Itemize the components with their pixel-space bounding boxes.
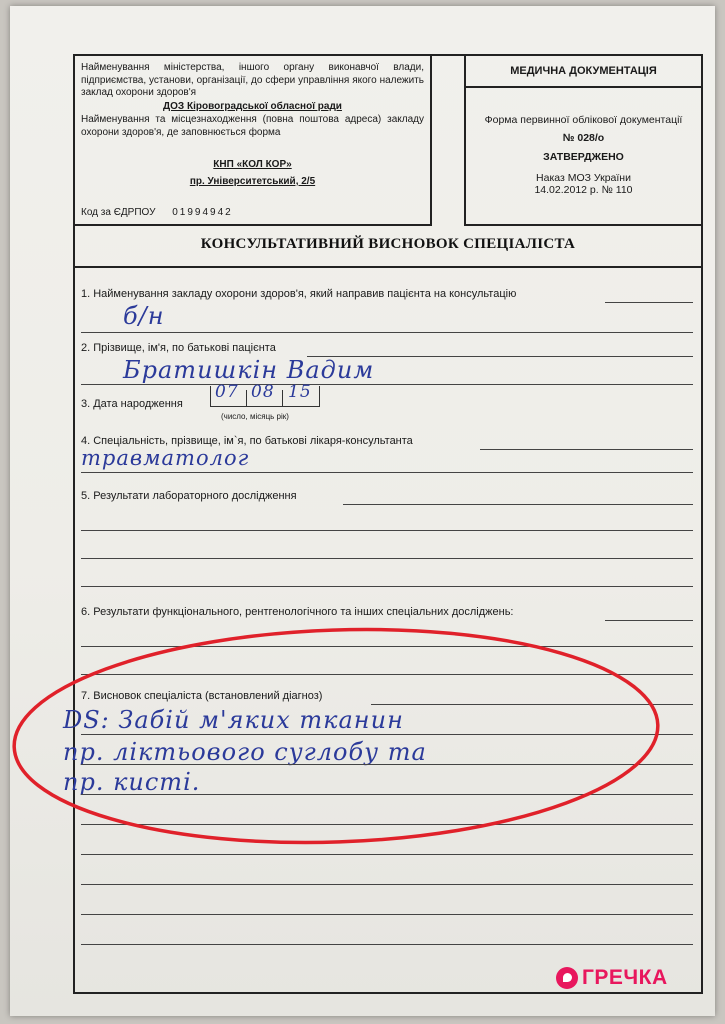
approved-label: ЗАТВЕРДЖЕНО (543, 151, 624, 163)
med-doc-label: МЕДИЧНА ДОКУМЕНТАЦІЯ (466, 56, 701, 88)
field-1-label: 1. Найменування закладу охорони здоров'я, який направив пацієнта на консультацію (81, 288, 517, 300)
birth-day: 07 (215, 382, 239, 402)
order-label: Наказ МОЗ України (536, 172, 631, 184)
field-2-value: Братишкін Вадим (123, 356, 375, 384)
field-4-label: 4. Спеціальність, прізвище, ім`я, по батькові лікаря-консультанта (81, 435, 413, 447)
ministry-value: ДОЗ Кіровоградської обласної ради (163, 101, 342, 112)
field-6-label: 6. Результати функціонального, рентгенологічного та інших спеціальних досліджень: (81, 606, 514, 618)
grechka-brand-text: ГРЕЧКА (582, 966, 668, 989)
field-5-label: 5. Результати лабораторного дослідження (81, 490, 297, 502)
edrpou-label: Код за ЄДРПОУ (81, 207, 156, 218)
field-1-value: б/н (123, 302, 165, 330)
birth-year: 15 (288, 382, 312, 402)
facility-address: пр. Університетський, 2/5 (189, 176, 316, 187)
field-7-label: 7. Висновок спеціаліста (встановлений діагноз) (81, 690, 323, 702)
field-4-value: травматолог (81, 446, 250, 470)
highlight-ellipse (10, 6, 715, 1016)
document-title: КОНСУЛЬТАТИВНИЙ ВИСНОВОК СПЕЦІАЛІСТА (200, 236, 576, 252)
grechka-logo-icon (556, 967, 578, 989)
facility-text: Найменування та місцезнаходження (повна поштова адреса) закладу охорони здоров'я, де заповнюється форма (81, 114, 424, 138)
birth-month: 08 (251, 382, 275, 402)
form-number: № 028/о (562, 132, 605, 144)
form-line: Форма первинної облікової документації (484, 114, 683, 126)
diagnosis-line-1: DS: Забій м'яких тканин (63, 706, 404, 734)
edrpou-value: 01994942 (172, 207, 233, 218)
diagnosis-line-2: пр. ліктьового суглобу та (63, 738, 427, 766)
birth-date-hint: (число, місяць рік) (221, 412, 289, 421)
field-3-label: 3. Дата народження (81, 398, 183, 410)
document-page (10, 6, 715, 1016)
facility-name: КНП «КОЛ КОР» (213, 159, 292, 170)
diagnosis-line-3: пр. кисті. (63, 768, 201, 796)
order-date: 14.02.2012 р. № 110 (534, 184, 633, 196)
grechka-watermark (556, 966, 668, 990)
ministry-text: Найменування міністерства, іншого органу виконавчої влади, підприємства, установи, організації, до сфери управління якого належить заклад охорони здоров'я (81, 62, 424, 98)
field-2-label: 2. Прізвище, ім'я, по батькові пацієнта (81, 342, 276, 354)
